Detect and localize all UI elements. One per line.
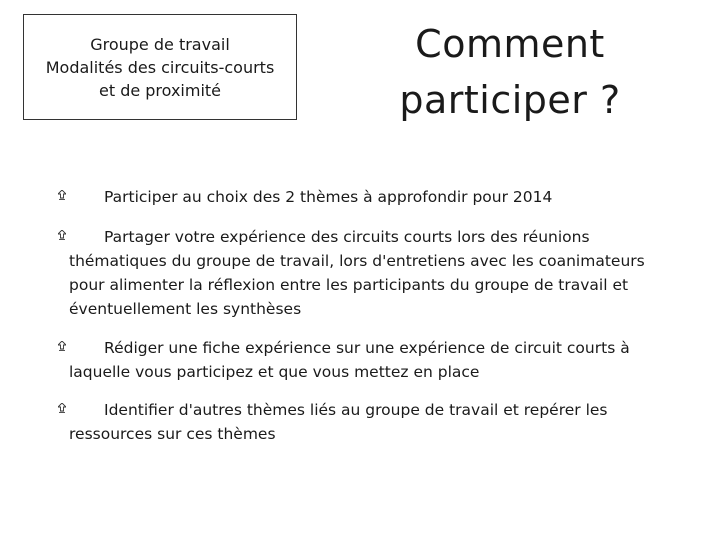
list-item xyxy=(58,398,678,446)
arrow-bullet-icon xyxy=(58,341,66,351)
list-item-text: Participer au choix des 2 thèmes à approfondir pour 2014 xyxy=(104,188,553,206)
working-group-box xyxy=(23,14,297,120)
working-group-line-2: Modalités des circuits-courts xyxy=(45,57,275,77)
list-item xyxy=(58,185,678,209)
arrow-bullet-icon xyxy=(58,230,66,240)
page-title xyxy=(370,16,650,128)
arrow-bullet-icon xyxy=(58,403,66,413)
working-group-line-3: et de proximité xyxy=(98,80,222,100)
list-item-text: Partager votre expérience des circuits courts lors des réunions thématiques du groupe de travail, lors d'entretiens avec les coanimateurs pour alimenter la réflexion entre les participants du groupe de travail et éventuellement les synthèses xyxy=(69,228,645,318)
page-title-line-1: Comment xyxy=(415,22,605,66)
list-item xyxy=(58,336,678,384)
list-item-text: Rédiger une fiche expérience sur une expérience de circuit courts à laquelle vous participez et que vous mettez en place xyxy=(69,339,630,381)
list-item-text: Identifier d'autres thèmes liés au groupe de travail et repérer les ressources sur ces thèmes xyxy=(69,401,608,443)
list-item xyxy=(58,225,678,321)
page-title-line-2: participer ? xyxy=(399,78,621,122)
working-group-line-1: Groupe de travail xyxy=(90,34,230,54)
arrow-bullet-icon xyxy=(58,190,66,200)
